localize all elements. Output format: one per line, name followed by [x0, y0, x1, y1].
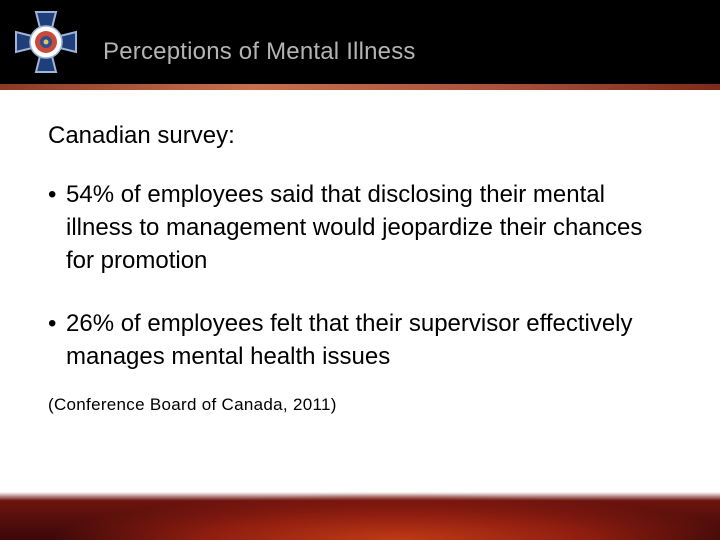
bullet-icon: • — [48, 181, 57, 208]
header-divider — [0, 84, 720, 90]
slide-title: Perceptions of Mental Illness — [103, 38, 416, 65]
fire-department-crest-icon — [8, 8, 84, 76]
intro-text: Canadian survey: — [48, 122, 235, 149]
bullet-icon: • — [48, 310, 57, 337]
slide-body — [48, 122, 688, 415]
bullet-text: 54% of employees said that disclosing their mental illness to management would jeopardize their chances for promotion — [66, 181, 643, 274]
bullet-item — [48, 178, 688, 277]
bullet-item — [48, 307, 688, 373]
slide-header — [0, 0, 720, 84]
source-citation: (Conference Board of Canada, 2011) — [48, 395, 337, 414]
slide-footer-band — [0, 492, 720, 540]
bullet-text: 26% of employees felt that their supervisor effectively manages mental health issues — [66, 310, 633, 370]
